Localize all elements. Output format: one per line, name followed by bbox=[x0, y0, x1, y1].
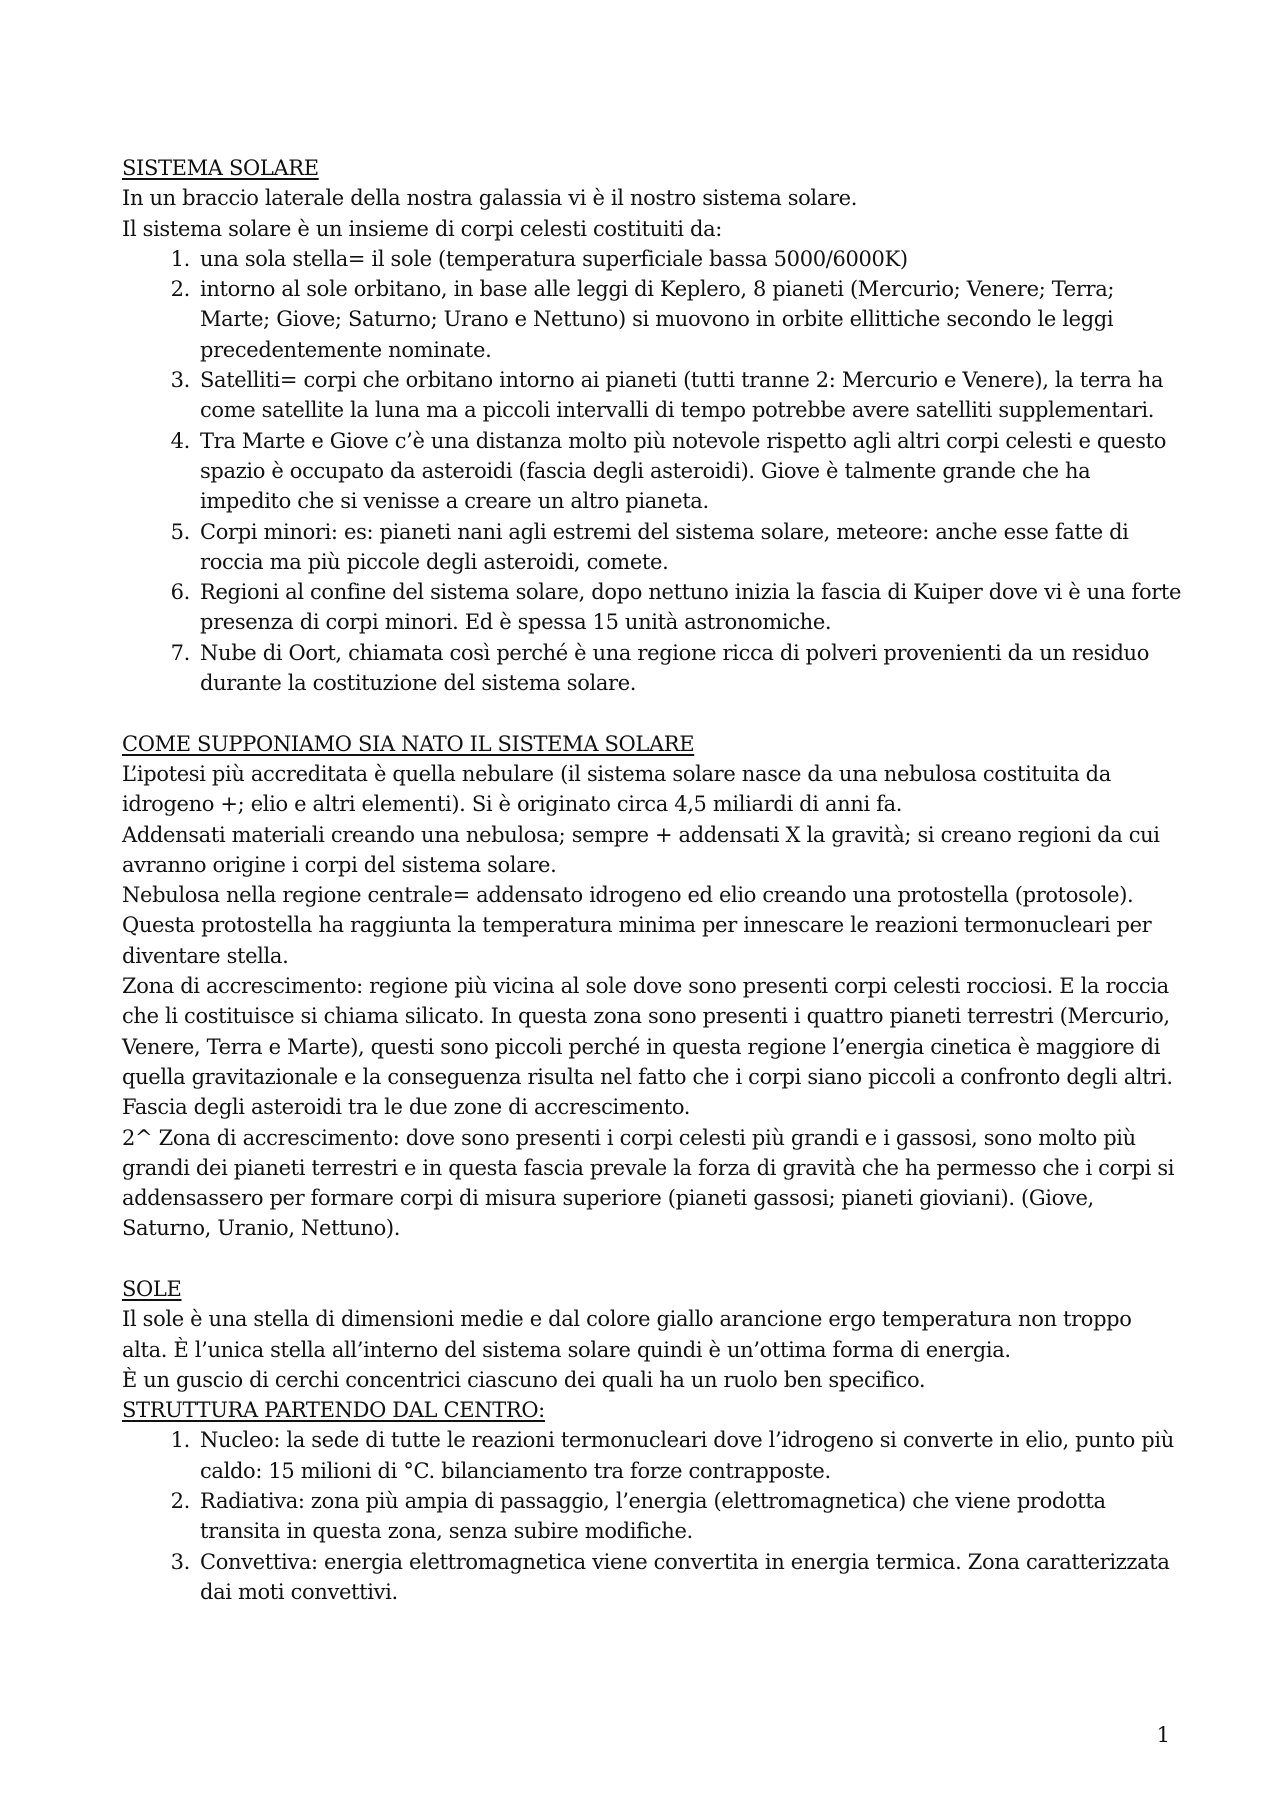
list-item-text: Nube di Oort, chiamata così perché è una regione ricca di polveri provenienti da un residuo durante la costituzione del sistema solare. bbox=[200, 640, 1150, 696]
paragraph: Addensati materiali creando una nebulosa; sempre + addensati X la gravità; si creano regioni da cui avranno origine i corpi del sistema solare. bbox=[122, 822, 1160, 877]
list-item-text: intorno al sole orbitano, in base alle leggi di Keplero, 8 pianeti (Mercurio; Venere; Terra; Marte; Giove; Saturno; Urano e Nettuno) si muovono in orbite ellittiche secondo le leggi precedentemente nominate. bbox=[200, 277, 1115, 362]
list-item-text: Nucleo: la sede di tutte le reazioni termonucleari dove l’idrogeno si converte in elio, punto più caldo: 15 milioni di °C. bilanciamento tra forze contrapposte. bbox=[200, 1428, 1174, 1483]
list-item-text: Satelliti= corpi che orbitano intorno ai pianeti (tutti tranne 2: Mercurio e Venere), la terra ha come satellite la luna ma a piccoli intervalli di tempo potrebbe avere satelliti supplementari. bbox=[200, 368, 1164, 423]
list-item-number: 5. bbox=[170, 519, 190, 544]
list-item-number: 1. bbox=[170, 246, 190, 271]
list-item-text: Tra Marte e Giove c’è una distanza molto più notevole rispetto agli altri corpi celesti e questo spazio è occupato da asteroidi (fascia degli asteroidi). Giove è talmente grande che ha impedito che si venisse a creare un altro pianeta. bbox=[200, 428, 1167, 514]
list-item-number: 2. bbox=[170, 1489, 190, 1514]
list-item-text: Radiativa: zona più ampia di passaggio, l’energia (elettromagnetica) che viene prodotta transita in questa zona, senza subire modifiche. bbox=[200, 1489, 1106, 1544]
list-item-number: 1. bbox=[170, 1428, 190, 1453]
paragraph: Nebulosa nella regione centrale= addensato idrogeno ed elio creando una protostella (protosole). Questa protostella ha raggiunta la temperatura minima per innescare le reazioni termonucleari per diventare stella. bbox=[122, 883, 1152, 968]
page-number: 1 bbox=[1156, 1723, 1170, 1747]
list-item bbox=[122, 244, 1182, 274]
list-item-number: 4. bbox=[170, 428, 190, 453]
list-item-text: Corpi minori: es: pianeti nani agli estremi del sistema solare, meteore: anche esse fatte di roccia ma più piccole degli asteroidi, comete. bbox=[200, 519, 1129, 574]
subheading-structure: STRUTTURA PARTENDO DAL CENTRO: bbox=[122, 1398, 545, 1423]
section-spacer bbox=[122, 698, 1182, 728]
paragraph: Il sistema solare è un insieme di corpi celesti costituiti da: bbox=[122, 216, 722, 241]
document-body bbox=[122, 153, 1182, 1607]
numbered-list-sun-structure bbox=[122, 1425, 1182, 1607]
list-item bbox=[122, 1547, 1182, 1608]
list-item-number: 3. bbox=[170, 1549, 190, 1574]
paragraph: Fascia degli asteroidi tra le due zone di accrescimento. bbox=[122, 1095, 691, 1120]
list-item-number: 3. bbox=[170, 368, 190, 393]
list-item-number: 6. bbox=[170, 580, 190, 605]
list-item bbox=[122, 1425, 1182, 1486]
paragraph: 2^ Zona di accrescimento: dove sono presenti i corpi celesti più grandi e i gassosi, sono molto più grandi dei pianeti terrestri e in questa fascia prevale la forza di gravità che ha permesso che i corpi si addensassero per formare corpi di misura superiore (pianeti gassosi; pianeti gioviani). (Giove, Saturno, Uranio, Nettuno). bbox=[122, 1125, 1175, 1241]
list-item-text: Convettiva: energia elettromagnetica viene convertita in energia termica. Zona caratterizzata dai moti convettivi. bbox=[200, 1549, 1170, 1604]
section-spacer bbox=[122, 1244, 1182, 1274]
list-item-text: Regioni al confine del sistema solare, dopo nettuno inizia la fascia di Kuiper dove vi è una forte presenza di corpi minori. Ed è spessa 15 unità astronomiche. bbox=[200, 580, 1182, 635]
paragraph: Zona di accrescimento: regione più vicina al sole dove sono presenti corpi celesti rocciosi. E la roccia che li costituisce si chiama silicato. In questa zona sono presenti i quattro pianeti terrestri (Mercurio, Venere, Terra e Marte), questi sono piccoli perché in questa regione l’energia cinetica è maggiore di quella gravitazionale e la conseguenza risulta nel fatto che i corpi siano piccoli a confronto degli altri. bbox=[122, 974, 1173, 1089]
list-item bbox=[122, 1486, 1182, 1547]
section-heading-sistema-solare: SISTEMA SOLARE bbox=[122, 156, 319, 180]
section-heading-origin: COME SUPPONIAMO SIA NATO IL SISTEMA SOLARE bbox=[122, 731, 695, 756]
list-item-number: 7. bbox=[170, 640, 190, 665]
paragraph: È un guscio di cerchi concentrici ciascuno dei quali ha un ruolo ben specifico. bbox=[122, 1367, 926, 1392]
list-item bbox=[122, 638, 1182, 699]
section-heading-sole: SOLE bbox=[122, 1276, 182, 1301]
paragraph: In un braccio laterale della nostra galassia vi è il nostro sistema solare. bbox=[122, 186, 858, 211]
numbered-list-solar-system-bodies bbox=[122, 244, 1182, 698]
paragraph: L’ipotesi più accreditata è quella nebulare (il sistema solare nasce da una nebulosa costituita da idrogeno +; elio e altri elementi). Si è originato circa 4,5 miliardi di anni fa. bbox=[122, 761, 1111, 817]
list-item bbox=[122, 517, 1182, 578]
list-item bbox=[122, 274, 1182, 365]
list-item bbox=[122, 426, 1182, 517]
list-item-number: 2. bbox=[170, 277, 190, 302]
list-item-text: una sola stella= il sole (temperatura superficiale bassa 5000/6000K) bbox=[200, 246, 908, 271]
list-item bbox=[122, 577, 1182, 638]
list-item bbox=[122, 365, 1182, 426]
paragraph: Il sole è una stella di dimensioni medie e dal colore giallo arancione ergo temperatura non troppo alta. È l’unica stella all’interno del sistema solare quindi è un’ottima forma di energia. bbox=[122, 1307, 1132, 1362]
